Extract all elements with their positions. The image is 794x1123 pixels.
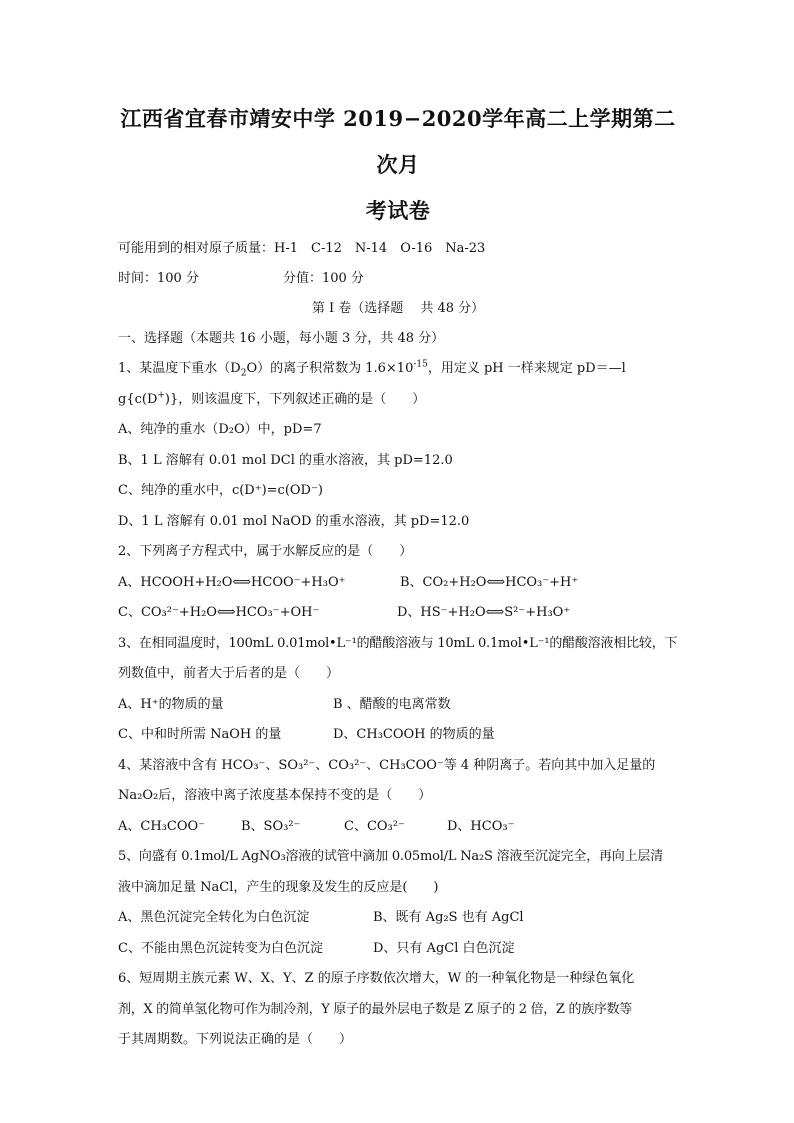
q5-option-b: B、既有 Ag₂S 也有 AgCl xyxy=(373,910,524,925)
exam-title xyxy=(118,96,678,234)
q5-option-a: A、黑色沉淀完全转化为白色沉淀 xyxy=(118,910,310,925)
question-6-stem-line1: 6、短周期主族元素 W、X、Y、Z 的原子序数依次增大，W 的一种氧化物是一种绿色氧化 xyxy=(118,971,635,986)
q1-option-d: D、1 L 溶解有 0.01 mol NaOD 的重水溶液，其 pD=12.0 xyxy=(118,513,470,529)
section-title: 第 I 卷（选择题 共 48 分） xyxy=(311,301,485,316)
question-4-stem-line2: Na₂O₂后，溶液中离子浓度基本保持不变的是（ ） xyxy=(118,788,432,803)
q3-options-row-2 xyxy=(118,720,678,751)
q5-options-row-2 xyxy=(118,934,678,965)
q3-options-row-1 xyxy=(118,690,678,721)
question-3-stem-line1: 3、在相同温度时，100mL 0.01mol•L⁻¹的醋酸溶液与 10mL 0.1mol•L⁻¹的醋酸溶液相比较，下 xyxy=(118,635,678,651)
question-5-stem-line2: 液中滴加足量 NaCl，产生的现象及发生的反应是( ) xyxy=(118,879,439,895)
q2-option-b: B、CO₂+H₂O⟺HCO₃⁻+H⁺ xyxy=(400,574,579,590)
exam-score: 分值：100 分 xyxy=(282,271,364,286)
time-score-line xyxy=(118,264,678,294)
q3-option-a: A、H⁺的物质的量 xyxy=(118,696,224,712)
q5-option-c: C、不能由黑色沉淀转变为白色沉淀 xyxy=(118,940,323,956)
q5-option-d: D、只有 AgCl 白色沉淀 xyxy=(373,940,515,956)
question-4-stem-line1: 4、某溶液中含有 HCO₃⁻、SO₃²⁻、CO₃²⁻、CH₃COO⁻等 4 种阴离子。若向其中加入足量的 xyxy=(118,757,656,773)
q5-options-row-1 xyxy=(118,903,678,934)
q4-option-a: A、CH₃COO⁻ xyxy=(118,818,206,834)
q4-option-d: D、HCO₃⁻ xyxy=(447,818,515,834)
question-6-stem-line2: 剂，X 的简单氢化物可作为制冷剂，Y 原子的最外层电子数是 Z 原子的 2 倍，Z 的族序数等 xyxy=(118,1001,633,1017)
q1-sub-2: 2 xyxy=(240,368,247,379)
q3-option-d: D、CH₃COOH 的物质的量 xyxy=(333,727,495,742)
atomic-mass-line: 可能用到的相对原子质量：H-1 C-12 N-14 O-16 Na-23 xyxy=(118,241,486,256)
q1-sup-plus: + xyxy=(157,390,165,401)
q3-option-c: C、中和时所需 NaOH 的量 xyxy=(118,727,282,742)
exam-page xyxy=(118,96,678,1056)
question-5-stem-line1: 5、向盛有 0.1mol/L AgNO₃溶液的试管中滴加 0.05mol/L Na₂S 溶液至沉淀完全，再向上层清 xyxy=(118,849,663,864)
q1-stem-part-a: 1、某温度下重水（D xyxy=(118,361,241,376)
q1-stem-part-e: )}，则该温度下，下列叙述正确的是（ ） xyxy=(164,391,426,407)
q1-stem-part-d: g{c(D xyxy=(118,391,158,407)
q2-options-row-2 xyxy=(118,598,678,629)
q1-stem-part-b: O）的离子积常数为 1.6×10 xyxy=(246,361,414,376)
exam-title-line1: 江西省宜春市靖安中学 2019−2020学年高二上学期第二次月 xyxy=(120,106,676,177)
question-6-stem-line3: 于其周期数。下列说法正确的是（ ） xyxy=(118,1032,353,1047)
part-one-heading: 一、选择题（本题共 16 小题，每小题 3 分，共 48 分） xyxy=(118,331,445,346)
exam-time: 时间：100 分 xyxy=(118,271,199,286)
q2-options-row-1 xyxy=(118,568,678,599)
q4-option-b: B、SO₃²⁻ xyxy=(241,818,301,834)
question-3-stem-line2: 列数值中，前者大于后者的是（ ） xyxy=(118,666,340,681)
q4-option-c: C、CO₃²⁻ xyxy=(344,818,405,834)
q1-sup-exp: -15 xyxy=(413,359,428,370)
question-2-stem: 2、下列离子方程式中，属于水解反应的是（ ） xyxy=(118,544,413,559)
q1-option-c: C、纯净的重水中，c(D⁺)=c(OD⁻) xyxy=(118,483,323,498)
q3-option-b: B 、醋酸的电离常数 xyxy=(333,696,451,712)
q2-option-a: A、HCOOH+H₂O⟺HCOO⁻+H₃O⁺ xyxy=(118,574,346,590)
q1-stem-part-c: ，用定义 pH 一样来规定 pD＝—l xyxy=(427,361,626,376)
q1-option-b: B、1 L 溶解有 0.01 mol DCl 的重水溶液，其 pD=12.0 xyxy=(118,452,453,468)
q1-option-a: A、纯净的重水（D₂O）中，pD=7 xyxy=(118,422,322,437)
exam-title-line2: 考试卷 xyxy=(365,198,431,223)
q2-option-d: D、HS⁻+H₂O⟺S²⁻+H₃O⁺ xyxy=(397,605,571,620)
question-1-stem xyxy=(118,354,678,415)
q4-options-row xyxy=(118,812,678,843)
q2-option-c: C、CO₃²⁻+H₂O⟺HCO₃⁻+OH⁻ xyxy=(118,605,320,620)
